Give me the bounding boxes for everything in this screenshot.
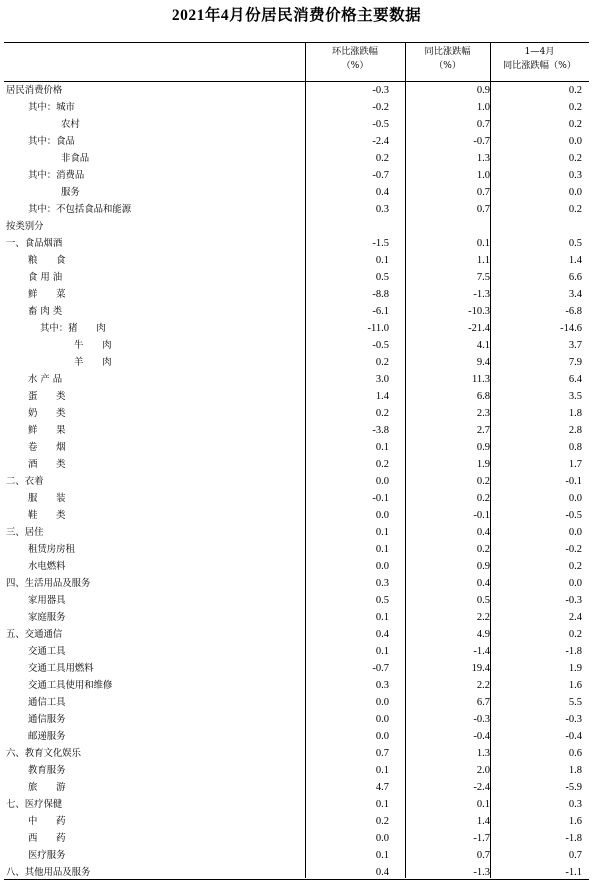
table-row (4, 235, 589, 252)
row-label: 邮递服务 (28, 731, 66, 742)
ytd-value: 0.2 (568, 629, 582, 640)
header-mom (305, 45, 405, 73)
ytd-value: 1.4 (568, 255, 582, 266)
row-label: 西 药 (28, 833, 66, 844)
row-label: 按类别分 (6, 221, 44, 232)
mom-value: 3.0 (375, 374, 389, 385)
row-label: 租赁房房租 (28, 544, 75, 555)
yoy-value: 0.9 (476, 561, 490, 572)
table-row (4, 694, 589, 711)
ytd-value: 0.2 (568, 153, 582, 164)
header-ytd (490, 45, 589, 73)
ytd-value: 6.4 (568, 374, 582, 385)
mom-value: -8.8 (372, 289, 389, 300)
row-label: 服 装 (28, 493, 66, 504)
row-label: 中 药 (28, 816, 66, 827)
row-label: 居民消费价格 (6, 85, 63, 96)
yoy-value: 1.0 (476, 170, 490, 181)
ytd-value: 2.4 (568, 612, 582, 623)
row-label: 农村 (61, 119, 80, 130)
yoy-value: -1.3 (473, 289, 490, 300)
table-row (4, 456, 589, 473)
table-row (4, 830, 589, 847)
ytd-value: 0.2 (568, 102, 582, 113)
yoy-value: 2.2 (476, 612, 490, 623)
yoy-value: 1.3 (476, 748, 490, 759)
table-row (4, 354, 589, 371)
table-row (4, 796, 589, 813)
mom-value: 0.2 (375, 459, 389, 470)
mom-value: 0.1 (375, 765, 389, 776)
yoy-value: -0.4 (473, 731, 490, 742)
mom-value: -0.5 (372, 340, 389, 351)
table-row (4, 762, 589, 779)
row-label: 服务 (61, 187, 80, 198)
ytd-value: -0.1 (565, 476, 582, 487)
yoy-value: 0.7 (476, 204, 490, 215)
yoy-value: 1.4 (476, 816, 490, 827)
table-row (4, 422, 589, 439)
header-mom-line2: （%） (341, 60, 369, 71)
row-label: 畜 肉 类 (28, 306, 63, 317)
table-row (4, 286, 589, 303)
ytd-value: 0.3 (568, 799, 582, 810)
ytd-value: 3.5 (568, 391, 582, 402)
mom-value: -6.1 (372, 306, 389, 317)
yoy-value: 0.2 (476, 476, 490, 487)
ytd-value: -1.8 (565, 833, 582, 844)
table-row (4, 677, 589, 694)
row-label: 六、教育文化娱乐 (6, 748, 82, 759)
table-row (4, 405, 589, 422)
row-label: 旅 游 (28, 782, 66, 793)
table-row (4, 745, 589, 762)
mom-value: 0.3 (375, 680, 389, 691)
mom-value: 0.1 (375, 255, 389, 266)
mom-value: -0.7 (372, 663, 389, 674)
row-label: 蛋 类 (28, 391, 66, 402)
yoy-value: 0.7 (476, 850, 490, 861)
row-label: 通信服务 (28, 714, 66, 725)
row-label: 卷 烟 (28, 442, 66, 453)
table-row (4, 490, 589, 507)
yoy-value: 2.3 (476, 408, 490, 419)
ytd-value: 0.0 (568, 136, 582, 147)
yoy-value: 1.1 (476, 255, 490, 266)
table-row (4, 541, 589, 558)
yoy-value: 4.1 (476, 340, 490, 351)
table-row (4, 337, 589, 354)
row-label: 水电燃料 (28, 561, 66, 572)
yoy-value: 0.9 (476, 85, 490, 96)
yoy-value: 0.1 (476, 238, 490, 249)
yoy-value: -0.3 (473, 714, 490, 725)
row-label: 其中：城市 (28, 102, 75, 113)
ytd-value: 1.7 (568, 459, 582, 470)
table-row (4, 643, 589, 660)
mom-value: 0.4 (375, 629, 389, 640)
mom-value: -0.7 (372, 170, 389, 181)
row-label: 鲜 果 (28, 425, 66, 436)
ytd-value: 3.7 (568, 340, 582, 351)
mom-value: 0.1 (375, 799, 389, 810)
mom-value: 0.1 (375, 527, 389, 538)
row-label: 七、医疗保健 (6, 799, 63, 810)
ytd-value: -1.1 (565, 867, 582, 878)
yoy-value: 2.2 (476, 680, 490, 691)
mom-value: 0.0 (375, 510, 389, 521)
table-row (4, 269, 589, 286)
ytd-value: 0.7 (568, 850, 582, 861)
mom-value: -11.0 (367, 323, 389, 334)
table-row (4, 201, 589, 218)
yoy-value: -1.3 (473, 867, 490, 878)
table-row (4, 507, 589, 524)
mom-value: 0.0 (375, 476, 389, 487)
yoy-value: 4.9 (476, 629, 490, 640)
table-row (4, 303, 589, 320)
mom-value: -0.5 (372, 119, 389, 130)
row-label: 通信工具 (28, 697, 66, 708)
ytd-value: 0.2 (568, 561, 582, 572)
page-title: 2021年4月份居民消费价格主要数据 (171, 7, 422, 24)
ytd-value: 3.4 (568, 289, 582, 300)
row-label: 非食品 (61, 153, 90, 164)
row-label: 家庭服务 (28, 612, 66, 623)
ytd-value: 6.6 (568, 272, 582, 283)
header-yoy (405, 45, 490, 73)
yoy-value: -21.4 (468, 323, 490, 334)
ytd-value: 0.2 (568, 119, 582, 130)
yoy-value: 0.2 (476, 544, 490, 555)
row-label: 水 产 品 (28, 374, 63, 385)
yoy-value: -1.4 (473, 646, 490, 657)
yoy-value: 0.4 (476, 578, 490, 589)
ytd-value: 0.0 (568, 493, 582, 504)
ytd-value: 1.8 (568, 765, 582, 776)
row-label: 八、其他用品及服务 (6, 867, 91, 878)
mom-value: 0.2 (375, 408, 389, 419)
row-label: 交通工具使用和维修 (28, 680, 113, 691)
mom-value: 0.0 (375, 697, 389, 708)
ytd-value: -0.3 (565, 595, 582, 606)
yoy-value: 0.7 (476, 119, 490, 130)
ytd-value: 5.5 (568, 697, 582, 708)
mom-value: 0.0 (375, 714, 389, 725)
mom-value: 0.3 (375, 578, 389, 589)
table-row (4, 660, 589, 677)
row-label: 其中：猪 肉 (40, 323, 106, 334)
mom-value: -1.5 (372, 238, 389, 249)
header-ytd-line2: 同比涨跌幅（%） (502, 60, 577, 71)
yoy-value: -0.1 (473, 510, 490, 521)
mom-value: 0.2 (375, 816, 389, 827)
ytd-value: -0.3 (565, 714, 582, 725)
ytd-value: 1.9 (568, 663, 582, 674)
mom-value: 0.1 (375, 646, 389, 657)
ytd-value: -1.8 (565, 646, 582, 657)
mom-value: 0.4 (375, 867, 389, 878)
table-row (4, 592, 589, 609)
row-label: 家用器具 (28, 595, 66, 606)
row-label: 牛 肉 (74, 340, 112, 351)
row-label: 交通工具用燃料 (28, 663, 94, 674)
table-row (4, 99, 589, 116)
table-row (4, 133, 589, 150)
ytd-value: -5.9 (565, 782, 582, 793)
table-row (4, 847, 589, 864)
ytd-value: 1.8 (568, 408, 582, 419)
mom-value: -0.3 (372, 85, 389, 96)
yoy-value: 1.3 (476, 153, 490, 164)
mom-value: 0.1 (375, 850, 389, 861)
row-label: 鞋 类 (28, 510, 66, 521)
yoy-value: 0.4 (476, 527, 490, 538)
row-label: 其中：食品 (28, 136, 75, 147)
ytd-value: 0.3 (568, 170, 582, 181)
row-label: 四、生活用品及服务 (6, 578, 91, 589)
yoy-value: 6.7 (476, 697, 490, 708)
mom-value: -0.1 (372, 493, 389, 504)
table-row (4, 626, 589, 643)
ytd-value: 0.5 (568, 238, 582, 249)
yoy-value: 7.5 (476, 272, 490, 283)
yoy-value: -2.4 (473, 782, 490, 793)
header-yoy-line1: 同比涨跌幅 (424, 46, 471, 57)
table-row (4, 167, 589, 184)
mom-value: -3.8 (372, 425, 389, 436)
row-label: 医疗服务 (28, 850, 66, 861)
mom-value: 0.1 (375, 612, 389, 623)
ytd-value: 0.0 (568, 187, 582, 198)
yoy-value: 11.3 (472, 374, 490, 385)
table-row (4, 116, 589, 133)
header-yoy-line2: （%） (433, 60, 462, 71)
mom-value: 0.7 (375, 748, 389, 759)
table-row (4, 609, 589, 626)
ytd-value: 7.9 (568, 357, 582, 368)
yoy-value: 0.9 (476, 442, 490, 453)
mom-value: 0.0 (375, 561, 389, 572)
row-label: 教育服务 (28, 765, 66, 776)
ytd-value: 0.2 (568, 204, 582, 215)
ytd-value: -14.6 (560, 323, 582, 334)
mom-value: 0.4 (375, 187, 389, 198)
table-row (4, 779, 589, 796)
ytd-value: -0.2 (565, 544, 582, 555)
table-row (4, 473, 589, 490)
ytd-value: 0.6 (568, 748, 582, 759)
mom-value: 0.1 (375, 544, 389, 555)
yoy-value: 2.0 (476, 765, 490, 776)
yoy-value: 1.0 (476, 102, 490, 113)
ytd-value: 0.0 (568, 578, 582, 589)
table-row (4, 711, 589, 728)
mom-value: 0.1 (375, 442, 389, 453)
row-label: 其中：消费品 (28, 170, 85, 181)
ytd-value: 0.8 (568, 442, 582, 453)
row-label: 五、交通通信 (6, 629, 63, 640)
mom-value: 0.2 (375, 357, 389, 368)
table-row (4, 320, 589, 337)
ytd-value: 0.2 (568, 85, 582, 96)
mom-value: 0.2 (375, 153, 389, 164)
table-row (4, 371, 589, 388)
table-row (4, 184, 589, 201)
mom-value: 1.4 (375, 391, 389, 402)
table-row (4, 388, 589, 405)
row-label: 其中：不包括食品和能源 (28, 204, 132, 215)
row-label: 二、衣着 (6, 476, 44, 487)
yoy-value: 9.4 (476, 357, 490, 368)
row-label: 奶 类 (28, 408, 66, 419)
table-row (4, 813, 589, 830)
ytd-value: 0.0 (568, 527, 582, 538)
table-row (4, 558, 589, 575)
yoy-value: 6.8 (476, 391, 490, 402)
table-row (4, 864, 589, 881)
yoy-value: 0.1 (476, 799, 490, 810)
yoy-value: 0.2 (476, 493, 490, 504)
ytd-value: 1.6 (568, 816, 582, 827)
table-row (4, 252, 589, 269)
mom-value: 4.7 (375, 782, 389, 793)
yoy-value: -10.3 (468, 306, 490, 317)
row-label: 三、居住 (6, 527, 44, 538)
table-row (4, 524, 589, 541)
ytd-value: -0.4 (565, 731, 582, 742)
table-row (4, 218, 589, 235)
header-mom-line1: 环比涨跌幅 (332, 46, 378, 57)
yoy-value: -0.7 (473, 136, 490, 147)
row-label: 一、食品烟酒 (6, 238, 63, 249)
yoy-value: 0.5 (476, 595, 490, 606)
ytd-value: 2.8 (568, 425, 582, 436)
yoy-value: 1.9 (476, 459, 490, 470)
row-label: 食 用 油 (28, 272, 63, 283)
mom-value: -0.2 (372, 102, 389, 113)
mom-value: 0.0 (375, 833, 389, 844)
mom-value: 0.3 (375, 204, 389, 215)
table-row (4, 439, 589, 456)
ytd-value: 1.6 (568, 680, 582, 691)
mom-value: 0.5 (375, 272, 389, 283)
row-label: 鲜 菜 (28, 289, 66, 300)
mom-value: 0.0 (375, 731, 389, 742)
yoy-value: 2.7 (476, 425, 490, 436)
header-ytd-line1: 1—4月 (524, 46, 555, 57)
row-label: 交通工具 (28, 646, 66, 657)
ytd-value: -0.5 (565, 510, 582, 521)
table-row (4, 728, 589, 745)
ytd-value: -6.8 (565, 306, 582, 317)
table-row (4, 575, 589, 592)
table-row (4, 150, 589, 167)
row-label: 粮 食 (28, 255, 66, 266)
mom-value: -2.4 (372, 136, 389, 147)
row-label: 羊 肉 (74, 357, 112, 368)
yoy-value: 0.7 (476, 187, 490, 198)
table-row (4, 82, 589, 99)
mom-value: 0.5 (375, 595, 389, 606)
yoy-value: -1.7 (473, 833, 490, 844)
row-label: 酒 类 (28, 459, 66, 470)
yoy-value: 19.4 (471, 663, 490, 674)
